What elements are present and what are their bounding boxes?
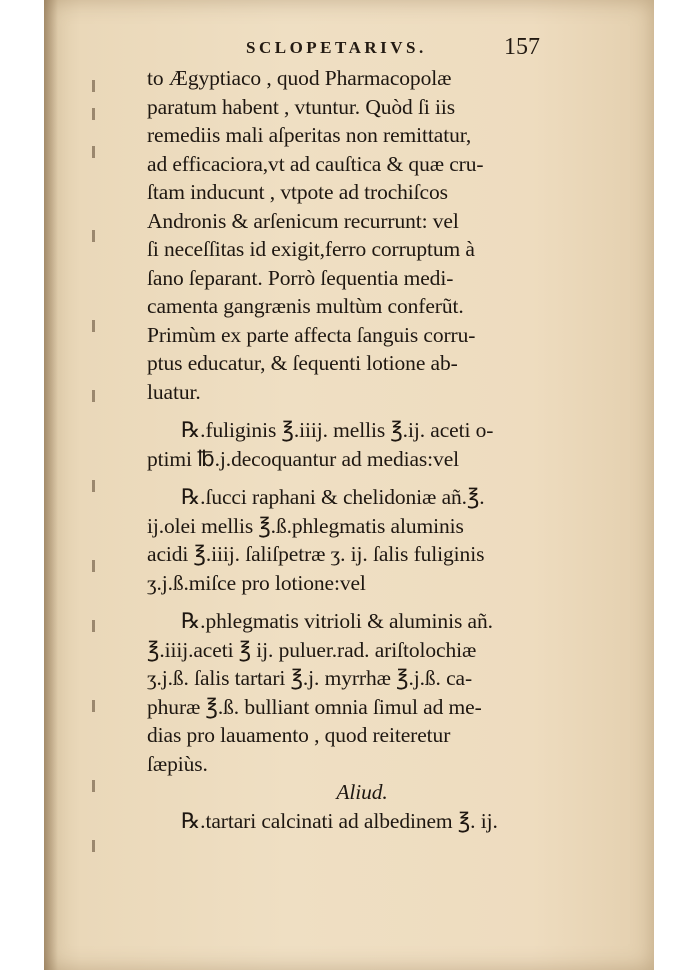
text-line: luatur. [147,379,201,404]
subheading: Aliud. [336,780,388,804]
text-line: phuræ ℥.ß. bulliant omnia ſimul ad me- [147,694,482,719]
text-line: dias pro lauamento , quod reiteretur [147,723,451,747]
text-line: ʒ.j.ß.miſce pro lotione:vel [147,570,366,595]
text-line: paratum habent , vtuntur. Quòd ſi iis [147,94,456,119]
book-page [44,0,654,970]
text-line: camenta gangrænis multùm conferũt. [147,294,464,318]
text-line: ʒ.j.ß. ſalis tartari ℥.j. myrrhæ ℥.j.ß. ca- [147,666,473,690]
margin-show-through [92,60,98,880]
text-line: remediis mali aſperitas non remittatur, [147,123,472,147]
text-line: acidi ℥.iiij. ſaliſpetræ ʒ. ij. ſalis fuliginis [147,542,485,566]
page-header [246,34,546,64]
text-line: ℞.fuliginis ℥.iiij. mellis ℥.ij. aceti o- [181,418,494,442]
recipe-2 [147,483,557,597]
body-text [147,64,557,835]
text-line-last: ℞.tartari calcinati ad albedinem ℥. ij. [181,808,498,833]
text-line: ſano ſeparant. Porrò ſequentia medi- [147,265,454,290]
text-line: ij.olei mellis ℥.ß.phlegmatis aluminis [147,513,464,538]
recipe-3 [147,607,557,778]
text-line: ℥.iiij.aceti ℥ ij. puluer.rad. ariſtolochiæ [147,637,477,662]
text-line: Primùm ex parte affecta ſanguis corru- [147,322,476,347]
text-line: ℞.ſucci raphani & chelidoniæ añ.℥. [181,485,485,509]
paragraph-main [147,64,557,406]
text-line: ℞.phlegmatis vitrioli & aluminis añ. [181,609,493,633]
text-line: ad efficaciora,vt ad cauſtica & quæ cru- [147,151,484,176]
text-line: ſæpiùs. [147,751,208,776]
recipe-1 [147,416,557,473]
running-title: SCLOPETARIVS. [246,38,427,57]
text-line: ſtam inducunt , vtpote ad trochiſcos [147,180,448,204]
text-line: ſi neceſſitas id exigit,ferro corruptum à [147,237,475,261]
text-line: ptus educatur, & ſequenti lotione ab- [147,351,458,375]
page-number: 157 [504,34,540,60]
text-line: Andronis & arſenicum recurrunt: vel [147,208,459,233]
text-line: to Ægyptiaco , quod Pharmacopolæ [147,66,452,90]
text-line: ptimi ℔.j.decoquantur ad medias:vel [147,446,460,471]
